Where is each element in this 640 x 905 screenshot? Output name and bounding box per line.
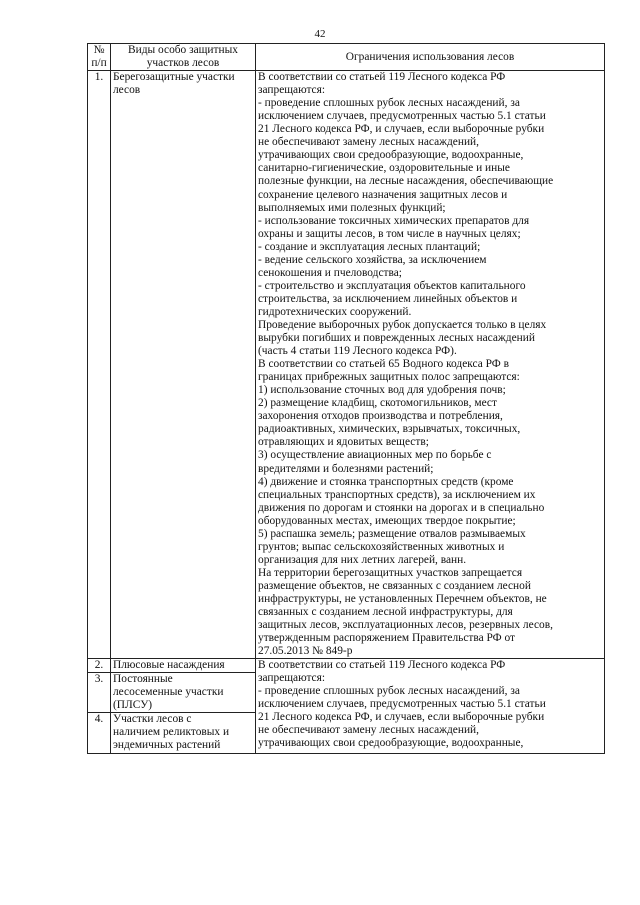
restriction-line: организация для них летних лагерей, ванн. (258, 553, 467, 566)
restriction-line: строительства, за исключением линейных объектов и (258, 292, 518, 305)
row-type (111, 673, 256, 713)
forest-restrictions-table (87, 43, 605, 754)
restriction-line: 5) распашка земель; размещение отвалов размываемых (258, 527, 526, 540)
restriction-line: защитных лесов, эксплуатационных лесов, резервных лесов, (258, 619, 553, 632)
row-type-line: Постоянные (113, 673, 173, 686)
restriction-line: связанных с созданием лесной инфраструктуры, для (258, 606, 513, 619)
restriction-line: границах прибрежных защитных полос запрещаются: (258, 371, 520, 384)
restriction-line: вредителями и болезнями растений; (258, 462, 434, 475)
restriction-line: гидротехнических сооружений. (258, 305, 412, 318)
row-type-line: лесосеменные участки (113, 686, 224, 699)
restriction-line: сохранение целевого назначения защитных лесов и (258, 188, 508, 201)
row-type-line: лесов (113, 84, 141, 97)
row-number: 2. (88, 659, 111, 673)
table-header-row (88, 44, 605, 71)
restriction-line: не обеспечивают замену лесных насаждений, (258, 136, 479, 149)
restriction-line: отравляющих и ядовитых веществ; (258, 436, 429, 449)
restriction-line: санитарно-гигиенические, оздоровительные и иные (258, 162, 510, 175)
restriction-line: оборудованных местах, имеющих твердое покрытие; (258, 514, 516, 527)
restriction-line: - проведение сплошных рубок лесных насаждений, за (258, 685, 520, 698)
restriction-line: - создание и эксплуатация лесных плантаций; (258, 240, 481, 253)
header-type (111, 44, 256, 71)
restriction-line: исключением случаев, предусмотренных частью 5.1 статьи (258, 698, 546, 711)
restriction-line: В соответствии со статьей 65 Водного кодекса РФ в (258, 358, 509, 371)
header-restrictions: Ограничения использования лесов (256, 44, 605, 71)
restriction-line: - ведение сельского хозяйства, за исключением (258, 253, 487, 266)
page-number: 42 (314, 28, 326, 40)
restriction-line: - проведение сплошных рубок лесных насаждений, за (258, 97, 520, 110)
restriction-line: запрещаются: (258, 672, 326, 685)
header-type-line: участков лесов (146, 57, 220, 70)
restriction-line: полезные функции, на лесные насаждения, обеспечивающие (258, 175, 554, 188)
restriction-line: захоронения отходов производства и потребления, (258, 410, 503, 423)
shared-restrictions (256, 659, 605, 753)
restriction-line: 3) осуществление авиационных мер по борьбе с (258, 449, 492, 462)
row-type-line: Берегозащитные участки (113, 71, 235, 84)
restriction-line: грунтов; выпас сельскохозяйственных животных и (258, 540, 505, 553)
restriction-line: выполняемых ими полезных функций; (258, 201, 446, 214)
restriction-line: 21 Лесного кодекса РФ, и случаев, если выборочные рубки (258, 711, 545, 724)
restriction-line: - использование токсичных химических препаратов для (258, 214, 530, 227)
restriction-line: специальных транспортных средств), за исключением их (258, 488, 536, 501)
row-type (111, 71, 256, 659)
row-type-line: наличием реликтовых и (113, 726, 230, 739)
restriction-line: 1) использование сточных вод для удобрения почв; (258, 384, 506, 397)
header-num-line: п/п (91, 57, 107, 70)
restriction-line: 27.05.2013 № 849-р (258, 645, 353, 658)
restriction-line: 21 Лесного кодекса РФ, и случаев, если выборочные рубки (258, 123, 545, 136)
restriction-line: утрачивающих свои средообразующие, водоохранные, (258, 149, 524, 162)
row-type-line: эндемичных растений (113, 739, 221, 752)
row-number: 3. (88, 673, 111, 713)
row-restrictions (256, 71, 605, 659)
restriction-line: сенокошения и пчеловодства; (258, 266, 402, 279)
table-row (88, 659, 605, 673)
restriction-line: В соответствии со статьей 119 Лесного кодекса РФ (258, 71, 506, 84)
restriction-line: радиоактивных, химических, взрывчатых, токсичных, (258, 423, 521, 436)
row-number: 1. (88, 71, 111, 659)
header-num (88, 44, 111, 71)
restriction-line: Проведение выборочных рубок допускается только в целях (258, 318, 547, 331)
restriction-line: исключением случаев, предусмотренных частью 5.1 статьи (258, 110, 546, 123)
restriction-line: вырубки погибших и поврежденных лесных насаждений (258, 332, 535, 345)
restriction-line: 2) размещение кладбищ, скотомогильников, мест (258, 397, 497, 410)
restriction-line: В соответствии со статьей 119 Лесного кодекса РФ (258, 659, 506, 672)
restriction-line: утрачивающих свои средообразующие, водоохранные, (258, 737, 524, 750)
restriction-line: - строительство и эксплуатация объектов капитального (258, 279, 526, 292)
restriction-line: 4) движение и стоянка транспортных средств (кроме (258, 475, 514, 488)
restriction-line: запрещаются: (258, 84, 326, 97)
row-type-line: Участки лесов с (113, 713, 192, 726)
table-row (88, 71, 605, 659)
row-type-line: (ПЛСУ) (113, 699, 153, 712)
restriction-line: На территории берегозащитных участков запрещается (258, 566, 523, 579)
restriction-line: размещение объектов, не связанных с созданием лесной (258, 579, 531, 592)
restriction-line: не обеспечивают замену лесных насаждений, (258, 724, 479, 737)
row-type (111, 659, 256, 673)
restriction-line: охраны и защиты лесов, в том числе в научных целях; (258, 227, 521, 240)
restriction-line: движения по дорогам и стоянки на дорогах и в специально (258, 501, 545, 514)
header-type-line: Виды особо защитных (128, 44, 238, 56)
row-type-line: Плюсовые насаждения (113, 659, 225, 672)
header-num-line: № (93, 44, 105, 56)
restriction-line: инфраструктуры, не установленных Перечнем объектов, не (258, 592, 547, 605)
row-number: 4. (88, 713, 111, 753)
restriction-line: утвержденным распоряжением Правительства РФ от (258, 632, 516, 645)
restriction-line: (часть 4 статьи 119 Лесного кодекса РФ). (258, 345, 457, 358)
row-type (111, 713, 256, 753)
